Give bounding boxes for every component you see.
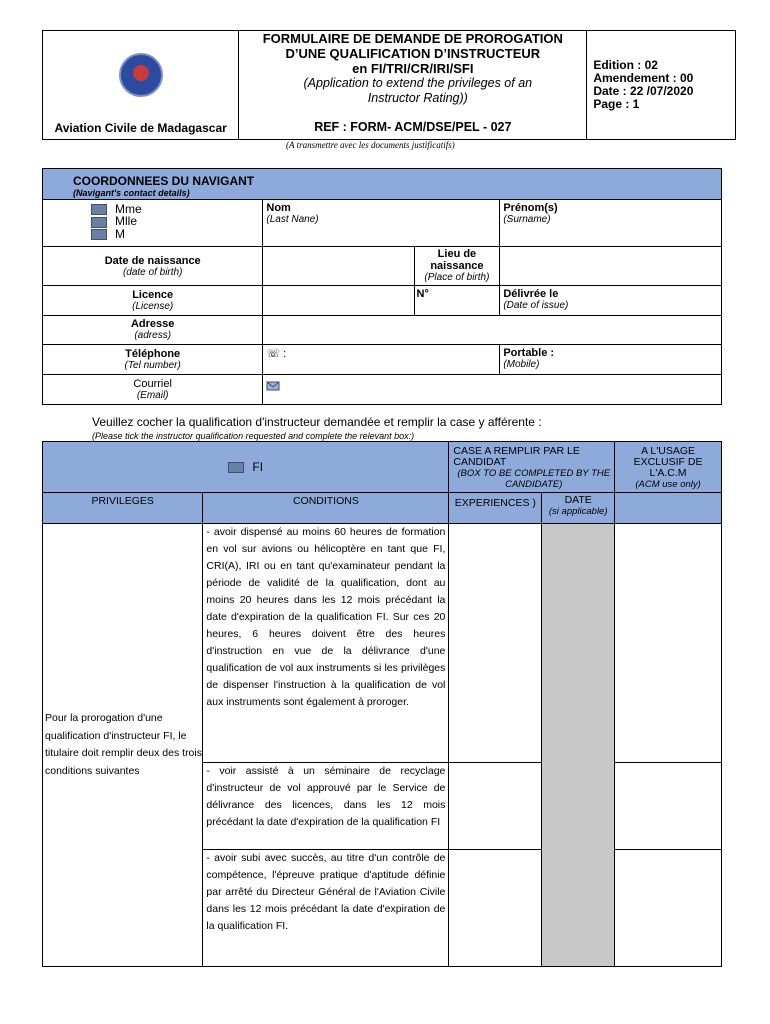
- nom-label: Nom: [266, 202, 291, 214]
- courriel-field[interactable]: [263, 375, 722, 405]
- lieu-label-cell: [414, 247, 500, 286]
- numero-label: N°: [416, 288, 429, 300]
- lieu-field[interactable]: [500, 247, 722, 286]
- fi-select-cell[interactable]: [43, 442, 449, 493]
- acm-subtitle: (ACM use only): [635, 479, 701, 490]
- dob-field[interactable]: [263, 247, 414, 286]
- edition: Edition : 02: [593, 58, 658, 72]
- title-cell: [239, 31, 587, 140]
- form-ref: REF : FORM- ACM/DSE/PEL - 027: [314, 120, 512, 134]
- candidate-box-header: [449, 442, 615, 493]
- transmit-note: (A transmettre avec les documents justificatifs): [286, 140, 455, 150]
- condition-2-cell: [203, 763, 449, 850]
- nom-label-en: (Last Nane): [266, 214, 319, 225]
- experience-3-field[interactable]: [449, 850, 542, 967]
- fi-checkbox-icon[interactable]: [228, 462, 244, 473]
- courriel-label: Courriel: [133, 378, 172, 390]
- condition-1-cell: [203, 524, 449, 763]
- prenom-label-en: (Surname): [503, 214, 551, 225]
- adresse-field[interactable]: [263, 316, 722, 345]
- civility-cell: [43, 200, 263, 247]
- col-privileges: PRIVILEGES: [43, 493, 203, 524]
- courriel-label-en: (Email): [136, 390, 169, 401]
- experience-1-field[interactable]: [449, 524, 542, 763]
- header-table: [42, 30, 736, 140]
- condition-2: - voir assisté à un séminaire de recyclage d'instructeur de vol approuvé par le Service de délivrance des licences, dans les 12 mois précédant la date d'expiration de la qualification FI: [206, 765, 446, 828]
- licence-label-en: (License): [132, 301, 174, 312]
- col-date-sub: (si applicable): [548, 506, 608, 517]
- acm-box-header: [615, 442, 722, 493]
- portable-field[interactable]: [500, 345, 722, 375]
- privilege-text: Pour la prorogation d'une qualification d'instructeur FI, le titulaire doit remplir deux des trois conditions suivantes: [43, 524, 203, 967]
- col-date: DATE: [564, 494, 592, 506]
- civility-m[interactable]: M: [91, 228, 262, 240]
- acm-1-field: [615, 524, 722, 763]
- prenom-field[interactable]: [500, 200, 722, 247]
- checkbox-icon[interactable]: [91, 229, 107, 240]
- form-title-2: D’UNE QUALIFICATION D’INSTRUCTEUR: [285, 46, 541, 61]
- condition-3-cell: [203, 850, 449, 967]
- acm-3-field: [615, 850, 722, 967]
- licence-label-cell: [43, 286, 263, 316]
- telephone-field[interactable]: [263, 345, 500, 375]
- condition-1: - avoir dispensé au moins 60 heures de formation en vol sur avions ou hélicoptère en tant que FI, CRI(A), IRI ou en tant qu'examinateur pendant la période de validité de la qualification, dont au moins 20 heures dans les 12 mois précédant la date d'expiration de la qualification FI. Sur ces 20 heures, 6 heures doivent être des heures d'instruction en vue de la délivrance d'une qualification de vol aux instruments si les privilèges de dispenser l'instruction à la qualification de vol aux instruments sont également à proroger.: [206, 526, 446, 708]
- dob-label-en: (date of birth): [122, 267, 183, 278]
- licence-label: Licence: [132, 289, 174, 301]
- date-field-shaded: [542, 524, 615, 967]
- adresse-label-cell: [43, 316, 263, 345]
- instructions-en: (Please tick the instructor qualification requested and complete the relevant box:): [92, 431, 415, 441]
- acm-2-field: [615, 763, 722, 850]
- col-acm: [615, 493, 722, 524]
- col-date-cell: [542, 493, 615, 524]
- dob-label: Date de naissance: [104, 255, 201, 267]
- delivree-label-en: (Date of issue): [503, 300, 569, 311]
- experience-2-field[interactable]: [449, 763, 542, 850]
- form-title-3: en FI/TRI/CR/IRI/SFI: [352, 61, 474, 76]
- page-number: Page : 1: [593, 97, 640, 111]
- licence-number-field[interactable]: [414, 286, 500, 316]
- email-icon: [266, 380, 280, 392]
- edition-date: Date : 22 /07/2020: [593, 84, 694, 98]
- courriel-label-cell: [43, 375, 263, 405]
- delivree-field[interactable]: [500, 286, 722, 316]
- nom-field[interactable]: [263, 200, 500, 247]
- phone-icon-label: ☏ :: [266, 348, 287, 360]
- dob-label-cell: [43, 247, 263, 286]
- civility-mlle[interactable]: Mlle: [91, 215, 262, 227]
- org-name: Aviation Civile de Madagascar: [54, 121, 227, 135]
- acm-seal-icon: [119, 53, 163, 97]
- fi-table: [42, 441, 722, 967]
- licence-field[interactable]: [263, 286, 414, 316]
- telephone-label-cell: [43, 345, 263, 375]
- form-title-1: FORMULAIRE DE DEMANDE DE PROROGATION: [262, 31, 563, 46]
- prenom-label: Prénom(s): [503, 202, 558, 214]
- fi-label: FI: [252, 460, 264, 474]
- contact-section-subtitle: (Navigant's contact details): [73, 188, 190, 198]
- contact-section-header: [43, 169, 722, 200]
- delivree-label: Délivrée le: [503, 288, 559, 300]
- col-conditions: CONDITIONS: [203, 493, 449, 524]
- civility-mme[interactable]: Mme: [91, 203, 262, 215]
- amendement: Amendement : 00: [593, 71, 694, 85]
- acm-title: A L'USAGE EXCLUSIF DE L'A.C.M: [633, 445, 703, 479]
- portable-label-en: (Mobile): [503, 359, 540, 370]
- adresse-label: Adresse: [130, 318, 175, 330]
- condition-3: - avoir subi avec succès, au titre d'un contrôle de compétence, l'épreuve pratique d'aptitude définie par arrêté du Directeur Général de l'Aviation Civile dans les 12 mois précédant la date d'expiration de la qualification FI.: [206, 852, 446, 932]
- form-subtitle: (Application to extend the privileges of an Instructor Rating)): [303, 76, 533, 105]
- contact-table: [42, 168, 722, 405]
- checkbox-icon[interactable]: [91, 217, 107, 228]
- telephone-label: Téléphone: [125, 348, 181, 360]
- instructions-fr: Veuillez cocher la qualification d'instructeur demandée et remplir la case y afférente :: [92, 415, 542, 429]
- lieu-label: Lieu de naissance: [430, 248, 484, 272]
- lieu-label-en: (Place of birth): [424, 272, 490, 283]
- org-cell: [43, 31, 239, 140]
- col-experiences: EXPERIENCES ): [449, 493, 542, 524]
- edition-cell: [587, 31, 736, 140]
- adresse-label-en: (adress): [134, 330, 172, 341]
- checkbox-icon[interactable]: [91, 204, 107, 215]
- contact-section-title: COORDONNEES DU NAVIGANT: [73, 174, 255, 188]
- portable-label: Portable :: [503, 347, 555, 359]
- case-subtitle: (BOX TO BE COMPLETED BY THE CANDIDATE): [457, 468, 611, 490]
- telephone-label-en: (Tel number): [124, 360, 181, 371]
- case-title: CASE A REMPLIR PAR LE CANDIDAT: [453, 445, 580, 468]
